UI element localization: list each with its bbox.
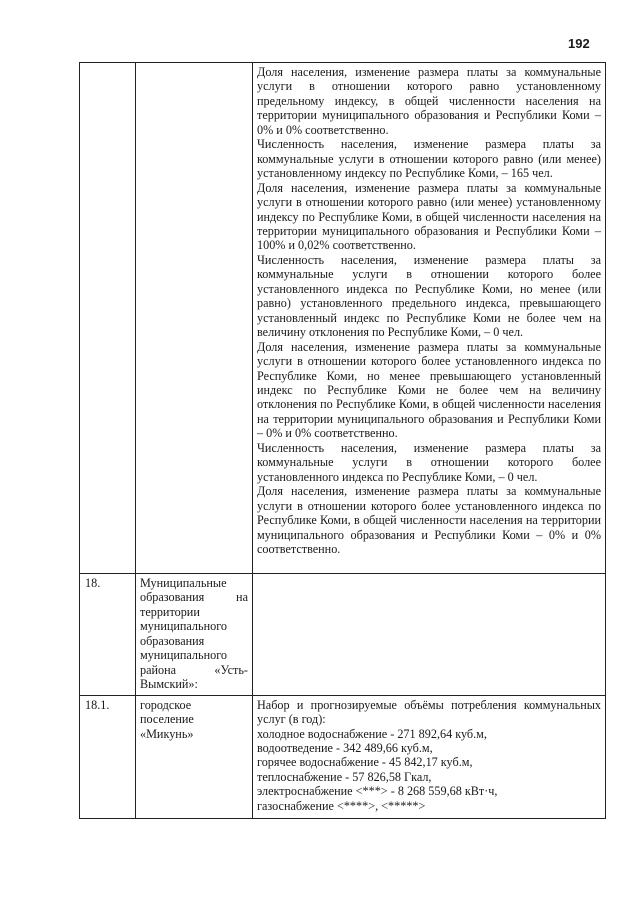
row-number [80,63,136,574]
municipal-services-table [79,62,606,819]
row-number: 18.1. [80,695,136,818]
paragraph: Доля населения, изменение размера платы за коммунальные услуги в отношении которого более установленного индекса по Республике Коми, в общей численности населения на территории муниципального образования и Республики Коми – 0% и 0% соответственно. [257,484,601,556]
table-row [80,695,606,818]
consumption-line: холодное водоснабжение - 271 892,64 куб.м, [257,726,487,741]
consumption-intro: Набор и прогнозируемые объёмы потребления коммунальных услуг (в год): [257,697,601,727]
table-row [80,574,606,696]
paragraph: Численность населения, изменение размера платы за коммунальные услуги в отношении которого более установленного индекса по Республике Коми, но менее (или равно) установленного предельного индекса, превышающего установленный индекс по Республике Коми не более чем на величину отклонения по Республике Коми, – 0 чел. [257,252,601,340]
indicator-text [253,63,606,574]
consumption-text [253,695,606,818]
municipality-name: Муниципальные образования на территории муниципального образования муниципального района «Усть-Вымский»: [136,574,253,696]
paragraph: Доля населения, изменение размера платы за коммунальные услуги в отношении которого равно (или менее) установленному индексу по Республике Коми, в общей численности населения на территории муниципального образования и Республики Коми – 100% и 0,02% соответственно. [257,180,601,253]
consumption-line: горячее водоснабжение - 45 842,17 куб.м, [257,755,473,770]
consumption-line: водоотведение - 342 489,66 куб.м, [257,740,433,755]
consumption-line: газоснабжение <****>, <*****> [257,798,426,813]
paragraph: Численность населения, изменение размера платы за коммунальные услуги в отношении которого более установленного индекса по Республике Коми, – 0 чел. [257,440,601,484]
page-number: 192 [568,36,590,51]
indicator-text [253,574,606,696]
consumption-line: электроснабжение <***> - 8 268 559,68 кВт·ч, [257,784,498,799]
paragraph: Численность населения, изменение размера платы за коммунальные услуги в отношении которого равно (или менее) установленному индексу по Республике Коми, – 165 чел. [257,137,601,181]
row-number: 18. [80,574,136,696]
consumption-line: теплоснабжение - 57 826,58 Гкал, [257,769,432,784]
table-row [80,63,606,574]
municipality-name [136,63,253,574]
paragraph: Доля населения, изменение размера платы за коммунальные услуги в отношении которого более установленного индекса по Республике Коми, но менее превышающего установленный индекс по Республике Коми не более чем на величину отклонения по Республике Коми, в общей численности населения на территории муниципального образования и Республики Коми – 0% и 0% соответственно. [257,339,601,441]
paragraph: Доля населения, изменение размера платы за коммунальные услуги в отношении которого равно установленному предельному индексу, в общей численности населения на территории муниципального образования и Республики Коми – 0% и 0% соответственно. [257,65,601,137]
municipality-name: городское поселение «Микунь» [136,695,253,818]
